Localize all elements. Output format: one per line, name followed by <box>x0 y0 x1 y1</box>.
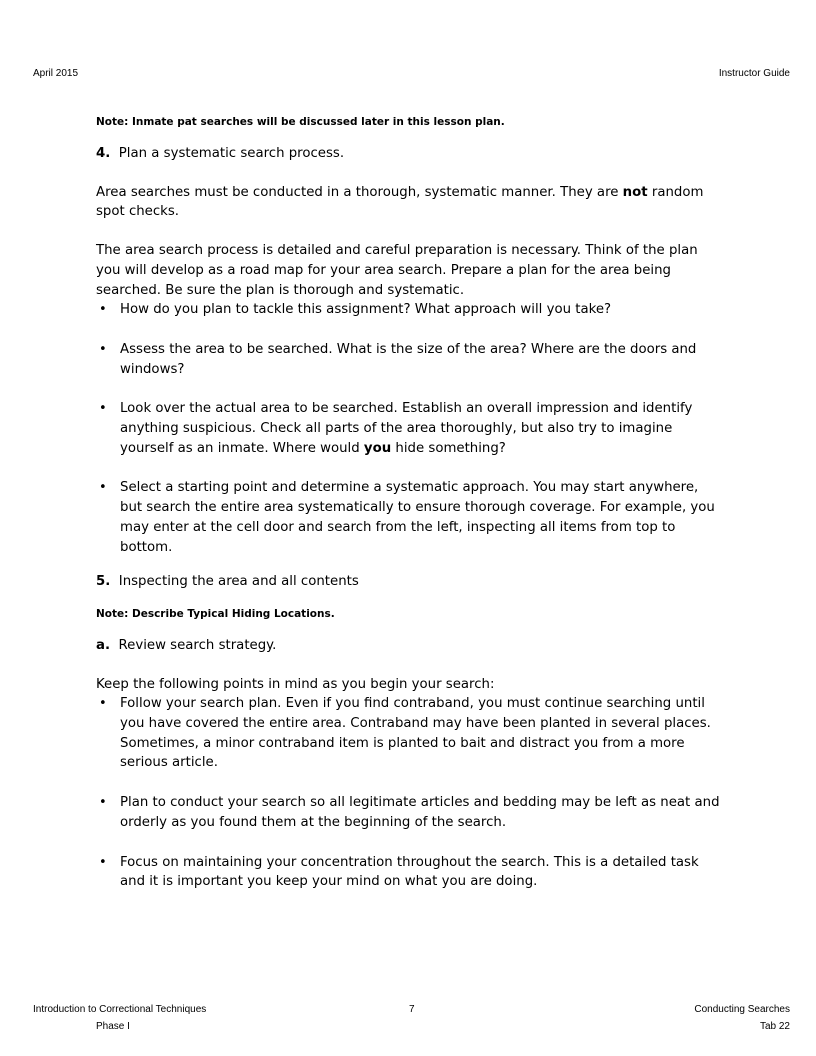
bullet-icon: • <box>99 795 107 811</box>
list-item-text: Assess the area to be searched. What is the size of the area? Where are the doors and windows? <box>120 341 697 377</box>
bullet-icon: • <box>99 341 107 357</box>
note-pat-searches: Note: Inmate pat searches will be discussed later in this lesson plan. <box>96 116 505 128</box>
header-guide-label: Instructor Guide <box>718 68 790 79</box>
footer-course-title: Introduction to Correctional Techniques <box>33 1004 207 1015</box>
section-5-title: Inspecting the area and all contents <box>118 574 359 590</box>
subsection-a-title: Review search strategy. <box>118 637 277 653</box>
list-item <box>96 478 724 557</box>
paragraph-area-searches <box>96 183 724 222</box>
list-item <box>96 793 724 832</box>
note-hiding-locations: Note: Describe Typical Hiding Locations. <box>96 607 335 620</box>
paragraph-keep-in-mind: Keep the following points in mind as you begin your search: <box>96 676 495 692</box>
list-item <box>96 399 724 458</box>
list-item-text: Plan to conduct your search so all legitimate articles and bedding may be left as neat and orderly as you found them at the beginning of the search. <box>120 795 720 830</box>
emphasis-you: you <box>363 440 392 456</box>
bullet-icon: • <box>99 302 107 318</box>
list-item-text: Select a starting point and determine a systematic approach. You may start anywhere, but search the entire area systematically to ensure thorough coverage. For example, you may enter at the cell door and search from the left, inspecting all items from top to bottom. <box>120 480 715 555</box>
paragraph-text: Area searches must be conducted in a thorough, systematic manner. They are <box>96 184 623 200</box>
section-5-heading <box>96 572 724 592</box>
list-item <box>96 300 724 320</box>
footer-topic: Conducting Searches <box>694 1004 790 1015</box>
section-5-number: 5. <box>96 574 111 590</box>
list-item <box>96 340 724 379</box>
text-run: hide something? <box>391 440 506 456</box>
bullet-icon: • <box>99 696 107 712</box>
section-4-number: 4. <box>96 146 111 161</box>
emphasis-not: not <box>622 184 648 200</box>
text-run: Look over the actual area to be searched. Establish an overall impression and identify anything suspicious. Check all parts of the area thoroughly, but also try to imagine yourself as an inmate. Where would <box>120 401 693 456</box>
bullet-icon: • <box>99 854 107 870</box>
footer-tab: Tab 22 <box>759 1021 790 1032</box>
bullet-list-strategy <box>96 694 724 892</box>
section-4-heading <box>96 144 724 164</box>
footer-phase: Phase I <box>96 1021 130 1032</box>
section-4-title: Plan a systematic search process. <box>118 146 345 161</box>
bullet-list-planning <box>96 300 724 557</box>
subsection-a-letter: a. <box>96 637 111 653</box>
footer-page-number: 7 <box>409 1004 415 1015</box>
list-item-text: Follow your search plan. Even if you find contraband, you must continue searching until you have covered the entire area. Contraband may have been planted in several places. Sometimes, a minor contraband item is planted to bait and distract you from a more serious article. <box>120 696 711 771</box>
subsection-a-heading <box>96 636 724 656</box>
list-item <box>96 853 724 892</box>
document-body <box>96 115 724 892</box>
paragraph-text: random spot checks. <box>96 184 704 220</box>
list-item-text: How do you plan to tackle this assignment? What approach will you take? <box>120 302 612 318</box>
bullet-icon: • <box>99 401 107 417</box>
list-item <box>96 694 724 773</box>
list-item-text: Focus on maintaining your concentration throughout the search. This is a detailed task and it is important you keep your mind on what you are doing. <box>120 854 699 890</box>
list-item-text <box>120 401 692 455</box>
bullet-icon: • <box>99 480 107 496</box>
header-date: April 2015 <box>33 68 79 79</box>
paragraph-search-process: The area search process is detailed and careful preparation is necessary. Think of the plan you will develop as a road map for your area search. Prepare a plan for the area being searched. Be sure the plan is thorough and systematic. <box>96 243 698 298</box>
